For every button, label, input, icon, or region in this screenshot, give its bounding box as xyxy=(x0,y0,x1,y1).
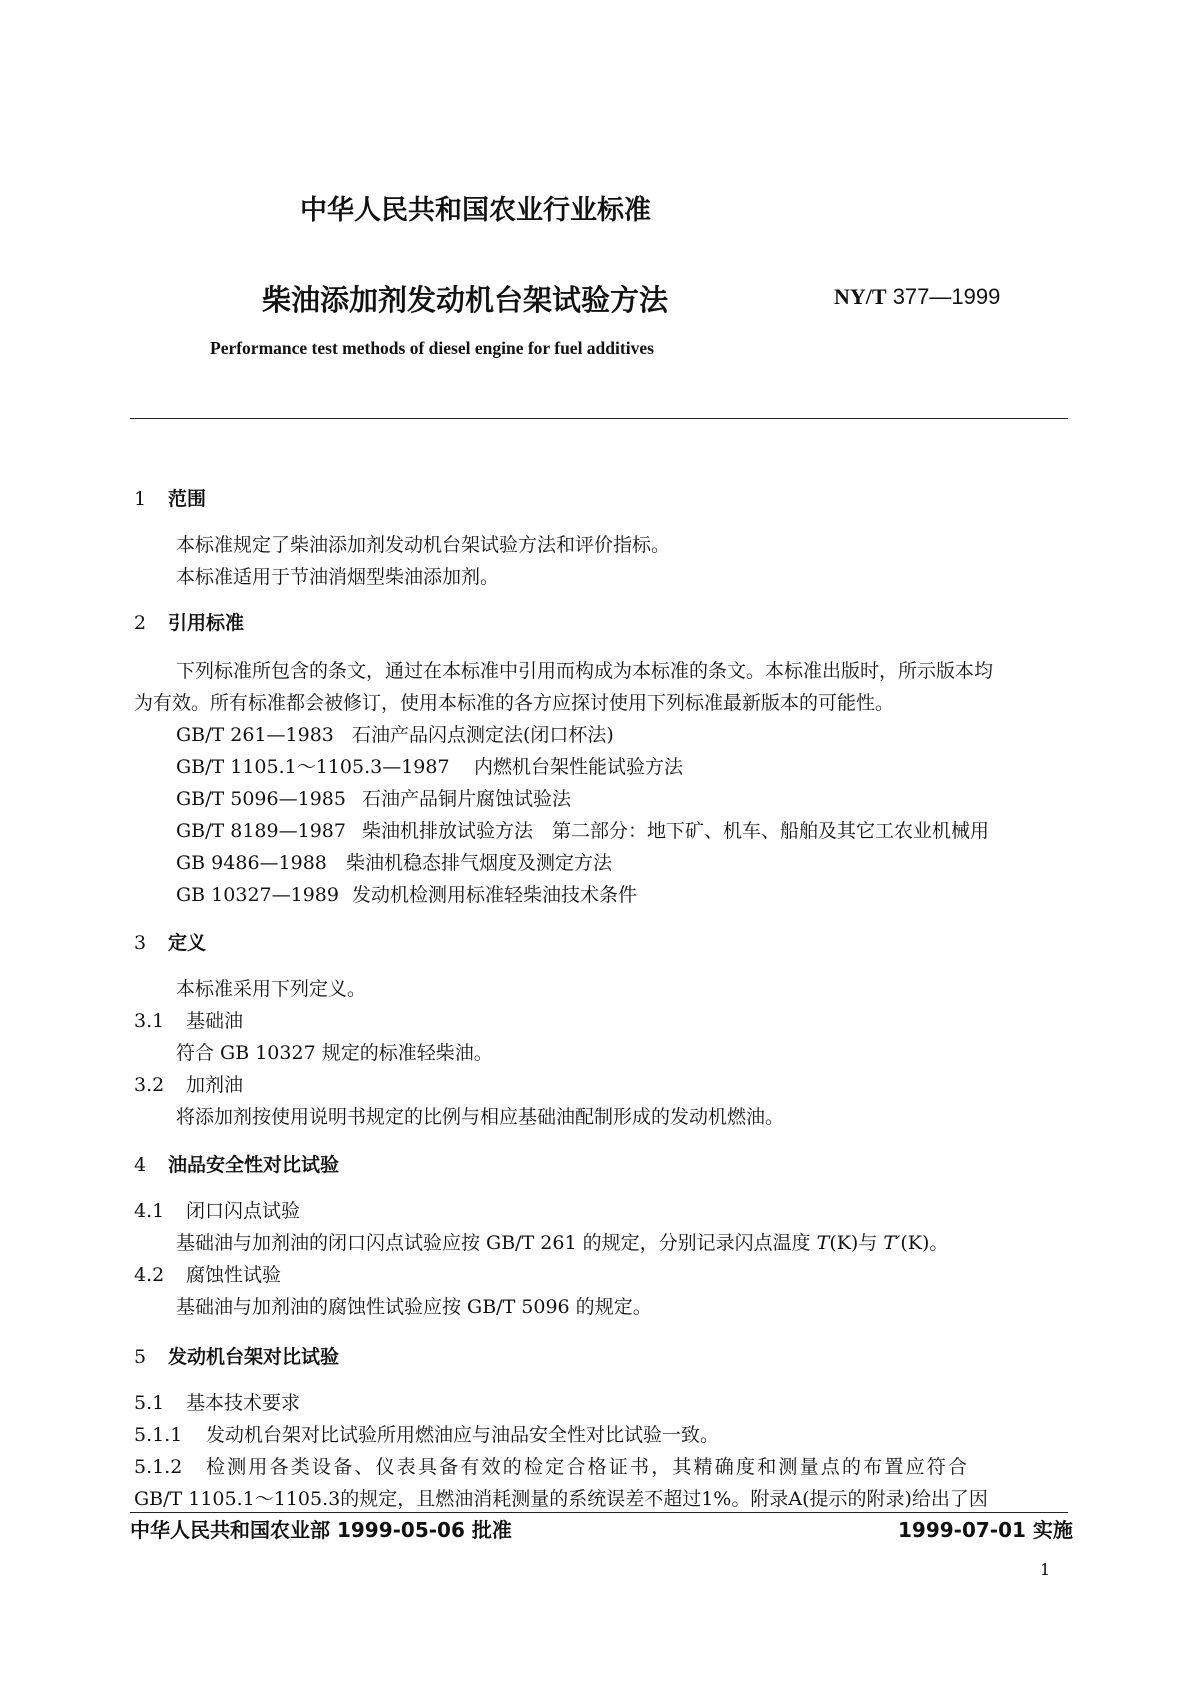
section-4-number: 4 xyxy=(134,1154,147,1176)
subsection-4-1-heading xyxy=(134,1196,300,1223)
section-3-paragraph: 本标准采用下列定义。 xyxy=(176,978,367,1000)
reference-code: GB/T 261—1983 xyxy=(176,724,334,746)
reference-item xyxy=(176,880,637,907)
reference-name: 石油产品铜片腐蚀试验法 xyxy=(362,788,572,810)
clause-5-1-2-line-2: GB/T 1105.1～1105.3的规定，且燃油消耗测量的系统误差不超过1%。附录A(提示的附录)给出了因 xyxy=(134,1488,988,1510)
standard-code-prefix: NY/T xyxy=(834,284,887,309)
clause-5-1-1-text: 发动机台架对比试验所用燃油应与油品安全性对比试验一致。 xyxy=(206,1424,720,1446)
reference-code: GB 9486—1988 xyxy=(176,852,327,874)
section-2-title: 引用标准 xyxy=(168,612,245,634)
effective-date: 1999-07-01 实施 xyxy=(898,1518,1073,1542)
clause-5-1-1 xyxy=(134,1420,719,1447)
reference-item xyxy=(176,752,683,779)
section-5-heading xyxy=(134,1342,339,1369)
english-title: Performance test methods of diesel engine for fuel additives xyxy=(210,338,654,358)
subsection-4-1-title: 闭口闪点试验 xyxy=(186,1200,301,1222)
subsection-5-1-heading xyxy=(134,1388,300,1415)
subsection-3-1-text: 符合 GB 10327 规定的标准轻柴油。 xyxy=(176,1042,493,1064)
approval-line: 中华人民共和国农业部 1999-05-06 批准 xyxy=(130,1518,512,1542)
subsection-4-1-text-c: (K)。 xyxy=(900,1232,949,1254)
section-5-title: 发动机台架对比试验 xyxy=(168,1346,340,1368)
subsection-4-1-number: 4.1 xyxy=(134,1200,165,1222)
subsection-3-2-title: 加剂油 xyxy=(186,1074,244,1096)
section-1-title: 范围 xyxy=(168,488,207,510)
clause-5-1-2-text: 检测用各类设备、仪表具备有效的检定合格证书，其精确度和测量点的布置应符合 xyxy=(206,1456,970,1478)
reference-name: 柴油机排放试验方法 第二部分：地下矿、机车、船舶及其它工农业机械用 xyxy=(362,820,990,842)
clause-5-1-1-number: 5.1.1 xyxy=(134,1424,183,1446)
reference-item xyxy=(176,816,989,843)
subsection-3-2-heading xyxy=(134,1070,243,1097)
section-2-heading xyxy=(134,608,244,635)
reference-code: GB/T 8189—1987 xyxy=(176,820,346,842)
reference-name: 内燃机台架性能试验方法 xyxy=(474,756,684,778)
page-number: 1 xyxy=(1040,1560,1051,1579)
temperature-symbol-t: T xyxy=(816,1232,830,1254)
reference-name: 发动机检测用标准轻柴油技术条件 xyxy=(352,884,638,906)
subsection-4-1-text-b: (K)与 xyxy=(829,1232,884,1254)
section-1-paragraph-2: 本标准适用于节油消烟型柴油添加剂。 xyxy=(176,566,500,588)
reference-code: GB/T 5096—1985 xyxy=(176,788,346,810)
subsection-4-2-heading xyxy=(134,1260,281,1287)
subsection-3-1-title: 基础油 xyxy=(186,1010,244,1032)
clause-5-1-2-number: 5.1.2 xyxy=(134,1456,183,1478)
subsection-3-2-number: 3.2 xyxy=(134,1074,165,1096)
subsection-4-1-text-a: 基础油与加剂油的闭口闪点试验应按 GB/T 261 的规定，分别记录闪点温度 xyxy=(176,1232,817,1254)
reference-code: GB 10327—1989 xyxy=(176,884,339,906)
reference-item xyxy=(176,720,614,747)
section-4-title: 油品安全性对比试验 xyxy=(168,1154,340,1176)
temperature-symbol-t-prime: T′ xyxy=(883,1232,901,1254)
subsection-3-1-heading xyxy=(134,1006,243,1033)
subsection-4-2-text: 基础油与加剂油的腐蚀性试验应按 GB/T 5096 的规定。 xyxy=(176,1296,652,1318)
header-rule xyxy=(130,418,1068,419)
reference-code: GB/T 1105.1～1105.3—1987 xyxy=(176,756,450,778)
footer-rule xyxy=(130,1512,1068,1513)
subsection-5-1-number: 5.1 xyxy=(134,1392,165,1414)
section-2-number: 2 xyxy=(134,612,147,634)
subsection-4-2-title: 腐蚀性试验 xyxy=(186,1264,282,1286)
section-5-number: 5 xyxy=(134,1346,147,1368)
subsection-4-2-number: 4.2 xyxy=(134,1264,165,1286)
standard-code-number: 377—1999 xyxy=(892,284,1001,309)
section-1-number: 1 xyxy=(134,488,147,510)
clause-5-1-2-line-1 xyxy=(134,1452,969,1479)
section-4-heading xyxy=(134,1150,339,1177)
standard-title: 中华人民共和国农业行业标准 xyxy=(300,195,651,226)
subsection-3-2-text: 将添加剂按使用说明书规定的比例与相应基础油配制形成的发动机燃油。 xyxy=(176,1106,785,1128)
subsection-5-1-title: 基本技术要求 xyxy=(186,1392,301,1414)
section-1-paragraph-1: 本标准规定了柴油添加剂发动机台架试验方法和评价指标。 xyxy=(176,534,671,556)
section-2-paragraph-line-1: 下列标准所包含的条文，通过在本标准中引用而构成为本标准的条文。本标准出版时，所示版本均 xyxy=(176,660,994,682)
reference-name: 柴油机稳态排气烟度及测定方法 xyxy=(346,852,613,874)
document-title: 柴油添加剂发动机台架试验方法 xyxy=(262,283,669,317)
reference-item xyxy=(176,784,571,811)
standard-code xyxy=(834,284,1000,310)
section-3-number: 3 xyxy=(134,932,147,954)
section-1-heading xyxy=(134,484,206,511)
reference-name: 石油产品闪点测定法(闭口杯法) xyxy=(352,724,614,746)
section-2-paragraph-line-2: 为有效。所有标准都会被修订，使用本标准的各方应探讨使用下列标准最新版本的可能性。 xyxy=(134,692,895,714)
subsection-4-1-text xyxy=(176,1228,948,1255)
section-3-heading xyxy=(134,928,206,955)
reference-item xyxy=(176,848,612,875)
section-3-title: 定义 xyxy=(168,932,207,954)
subsection-3-1-number: 3.1 xyxy=(134,1010,165,1032)
